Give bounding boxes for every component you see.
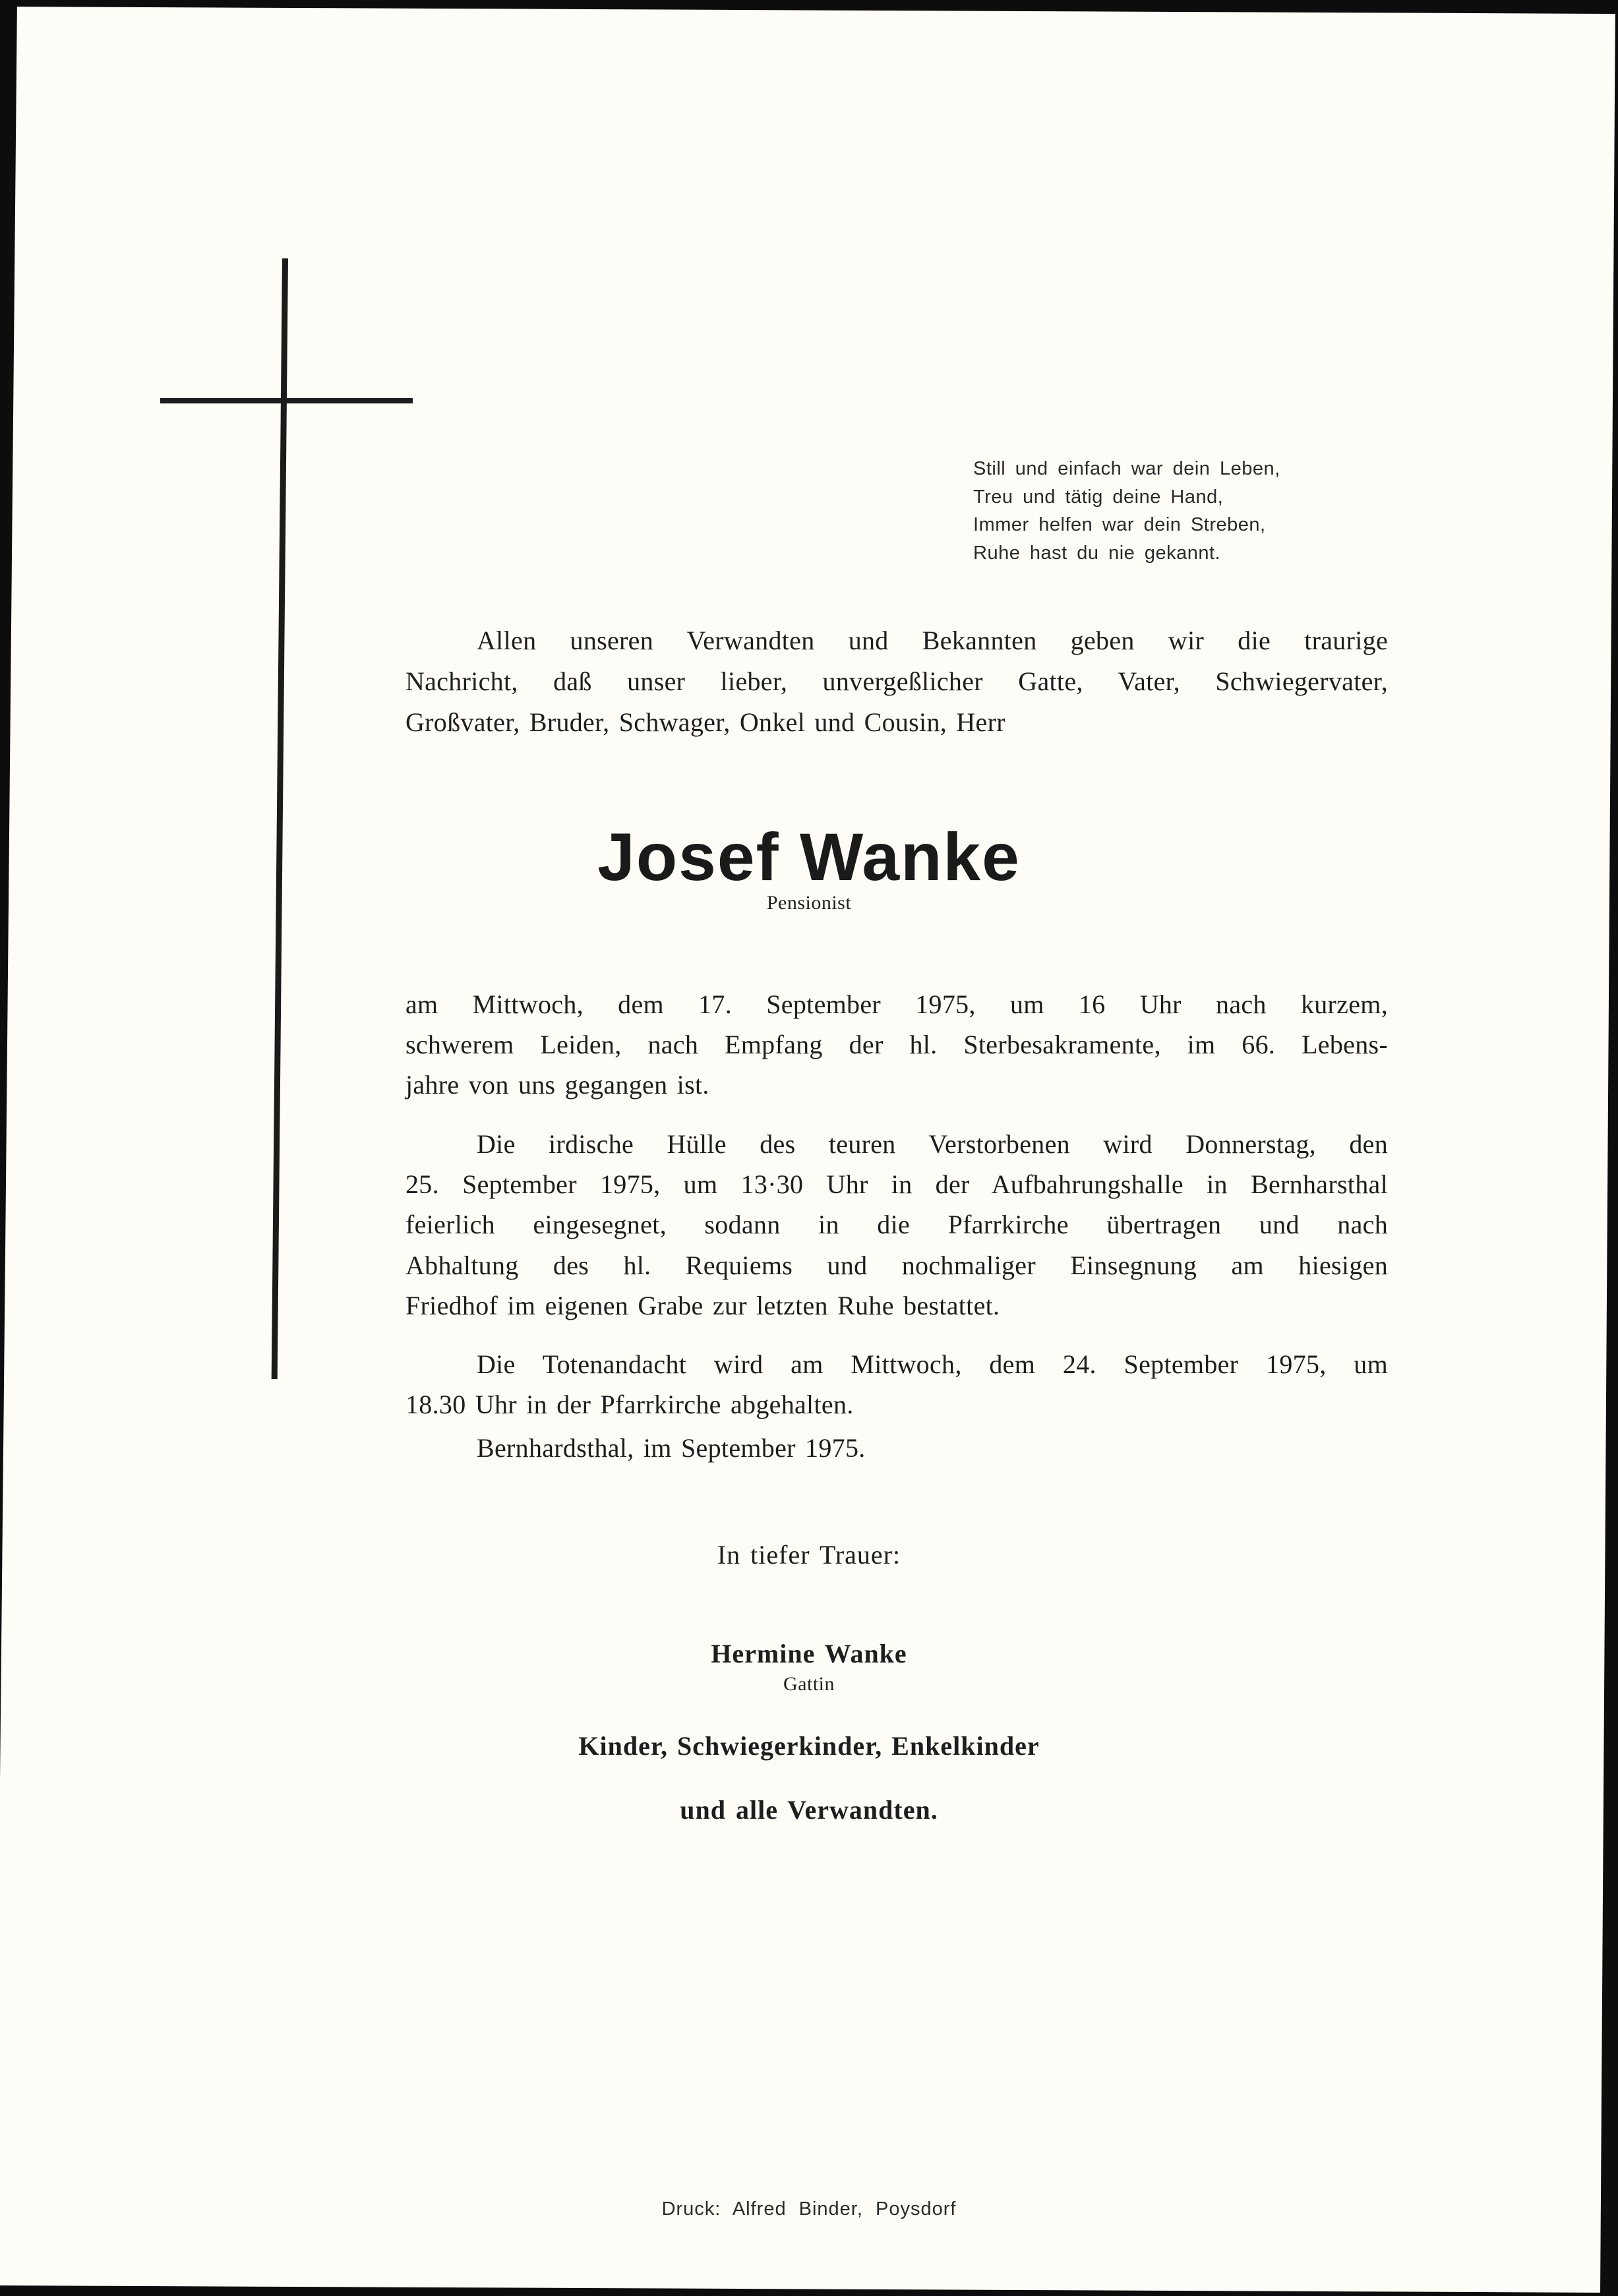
- family-line-2: und alle Verwandten.: [680, 1795, 938, 1825]
- place-date: Bernhardsthal, im September 1975.: [477, 1433, 866, 1463]
- scan-border-bottom: [0, 2285, 1618, 2296]
- verse-line: Immer helfen war dein Streben,: [973, 514, 1266, 535]
- mourning-heading: In tiefer Trauer:: [717, 1540, 901, 1570]
- funeral-line: Friedhof im eigenen Grabe zur letzten Ruhe bestattet.: [405, 1291, 1000, 1320]
- funeral-line: 25. September 1975, um 13·30 Uhr in der Aufbahrungshalle in Bernharsthal: [405, 1169, 1388, 1199]
- intro-line: Großvater, Bruder, Schwager, Onkel und Cousin, Herr: [405, 707, 1005, 737]
- memorial-verse: [973, 455, 1280, 567]
- family-line-1: Kinder, Schwiegerkinder, Enkelkinder: [578, 1731, 1040, 1761]
- scan-border-top: [0, 0, 1618, 14]
- widow-name: Hermine Wanke: [711, 1639, 907, 1668]
- widow-relation: Gattin: [783, 1673, 835, 1695]
- verse-line: Still und einfach war dein Leben,: [973, 458, 1280, 479]
- deceased-name: [0, 817, 1618, 897]
- verse-line: Treu und tätig deine Hand,: [973, 486, 1224, 508]
- cross-horizontal-beam: [160, 398, 413, 403]
- scan-border-right: [1600, 0, 1618, 2296]
- deceased-name-text: Josef Wanke: [597, 819, 1021, 895]
- death-notice-line: schwerem Leiden, nach Empfang der hl. Sterbesakramente, im 66. Lebens-: [405, 1030, 1388, 1059]
- verse-line: Ruhe hast du nie gekannt.: [973, 542, 1221, 564]
- funeral-line: feierlich eingesegnet, sodann in die Pfarrkirche übertragen und nach: [405, 1210, 1388, 1239]
- death-notice-line: jahre von uns gegangen ist.: [405, 1070, 709, 1100]
- intro-line: Nachricht, daß unser lieber, unvergeßlicher Gatte, Vater, Schwiegervater,: [405, 666, 1388, 696]
- funeral-line: Die irdische Hülle des teuren Verstorbenen wird Donnerstag, den: [477, 1129, 1388, 1159]
- intro-line: Allen unseren Verwandten und Bekannten geben wir die traurige: [477, 626, 1388, 655]
- prayer-line: Die Totenandacht wird am Mittwoch, dem 24. September 1975, um: [477, 1349, 1388, 1379]
- deceased-occupation: Pensionist: [766, 892, 852, 914]
- printer-credit: Druck: Alfred Binder, Poysdorf: [661, 2198, 957, 2220]
- death-notice-line: am Mittwoch, dem 17. September 1975, um 16 Uhr nach kurzem,: [405, 989, 1388, 1019]
- prayer-line: 18.30 Uhr in der Pfarrkirche abgehalten.: [405, 1390, 854, 1419]
- funeral-line: Abhaltung des hl. Requiems und nochmaliger Einsegnung am hiesigen: [405, 1251, 1388, 1280]
